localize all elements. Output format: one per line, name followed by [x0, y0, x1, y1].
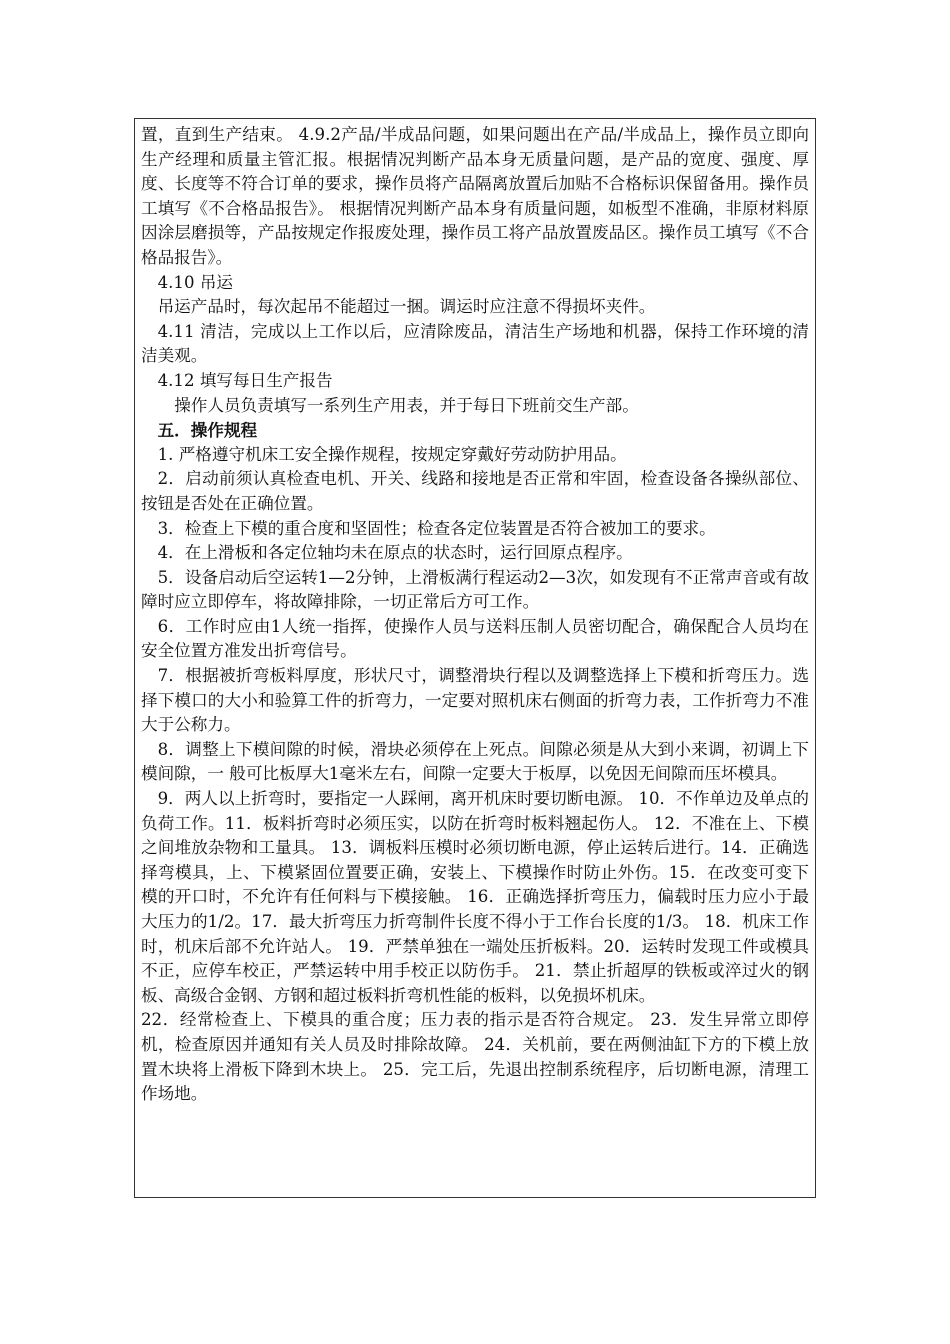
rule-item-8: 8．调整上下模间隙的时候，滑块必须停在上死点。间隙必须是从大到小来调，初调上下模间隙，一 般可比板厚大1毫米左右，间隙一定要大于板厚，以免因无间隙而压坏模具。 [141, 739, 809, 784]
rule-item-4: 4．在上滑板和各定位轴均未在原点的状态时，运行回原点程序。 [157, 543, 633, 563]
document-frame [134, 118, 816, 1198]
rule-item-1: 1. 严格遵守机床工安全操作规程，按规定穿戴好劳动防护用品。 [157, 444, 627, 464]
paragraph-daily-report: 操作人员负责填写一系列生产用表，并于每日下班前交生产部。 [174, 395, 639, 415]
rule-item-5: 5．设备启动后空运转1—2分钟，上滑板满行程运动2—3次，如发现有不正常声音或有故障时应立即停车，将故障排除，一切正常后方可工作。 [141, 567, 809, 612]
rule-item-7: 7．根据被折弯板料厚度，形状尺寸，调整滑块行程以及调整选择上下模和折弯压力。选择下模口的大小和验算工件的折弯力，一定要对照机床右侧面的折弯力表，工作折弯力不准大于公称力。 [141, 666, 809, 735]
rule-item-6: 6．工作时应由1人统一指挥，使操作人员与送料压制人员密切配合，确保配合人员均在安全位置方准发出折弯信号。 [141, 616, 809, 661]
section-heading-operating-rules: 五．操作规程 [157, 420, 258, 441]
paragraph-product-issue: 置，直到生产结束。 4.9.2产品/半成品问题，如果问题出在产品/半成品上，操作员立即向生产经理和质量主管汇报。根据情况判断产品本身无质量问题，是产品的宽度、强度、厚度、长度等不符合订单的要求，操作员将产品隔离放置后加贴不合格标识保留备用。操作员工填写《不合格品报告》。 根据情况判断产品本身有质量问题，如板型不准确，非原材料原因涂层磨损等，产品按规定作报废处理，操作员工将产品放置废品区。操作员工填写《不合格品报告》。 [141, 125, 809, 267]
rule-item-3: 3．检查上下模的重合度和坚固性；检查各定位装置是否符合被加工的要求。 [157, 518, 716, 538]
section-heading-daily-report: 4.12 填写每日生产报告 [157, 370, 333, 390]
paragraph-cleaning: 4.11 清洁，完成以上工作以后，应清除废品，清洁生产场地和机器，保持工作环境的清洁美观。 [141, 321, 809, 366]
section-heading-lifting: 4.10 吊运 [157, 272, 234, 292]
rule-items-22-25: 22．经常检查上、下模具的重合度；压力表的指示是否符合规定。 23．发生异常立即停机，检查原因并通知有关人员及时排除故障。 24．关机前，要在两侧油缸下方的下模上放置木块将上滑板下降到木块上。 25．完工后，先退出控制系统程序，后切断电源，清理工作场地。 [141, 1010, 809, 1104]
paragraph-lifting: 吊运产品时，每次起吊不能超过一捆。调运时应注意不得损坏夹件。 [157, 297, 656, 317]
rule-items-9-21: 9．两人以上折弯时，要指定一人踩闸，离开机床时要切断电源。 10．不作单边及单点的负荷工作。11．板料折弯时必须压实，以防在折弯时板料翘起伤人。 12．不准在上、下模之间堆放杂物和工量具。 13．调板料压模时必须切断电源，停止运转后进行。14．正确选择弯模具，上、下模紧固位置要正确，安装上、下模操作时防止外伤。15．在改变可变下模的开口时，不允许有任何料与下模接触。 16．正确选择折弯压力，偏载时压力应小于最大压力的1/2。17．最大折弯压力折弯制件长度不得小于工作台长度的1/3。 18．机床工作时，机床后部不允许站人。 19．严禁单独在一端处压折板料。20．运转时发现工件或模具不正，应停车校正，严禁运转中用手校正以防伤手。 21．禁止折超厚的铁板或淬过火的钢板、高级合金钢、方钢和超过板料折弯机性能的板料，以免损坏机床。 [141, 789, 809, 1005]
rule-item-2: 2．启动前须认真检查电机、开关、线路和接地是否正常和牢固，检查设备各操纵部位、按钮是否处在正确位置。 [141, 469, 809, 513]
